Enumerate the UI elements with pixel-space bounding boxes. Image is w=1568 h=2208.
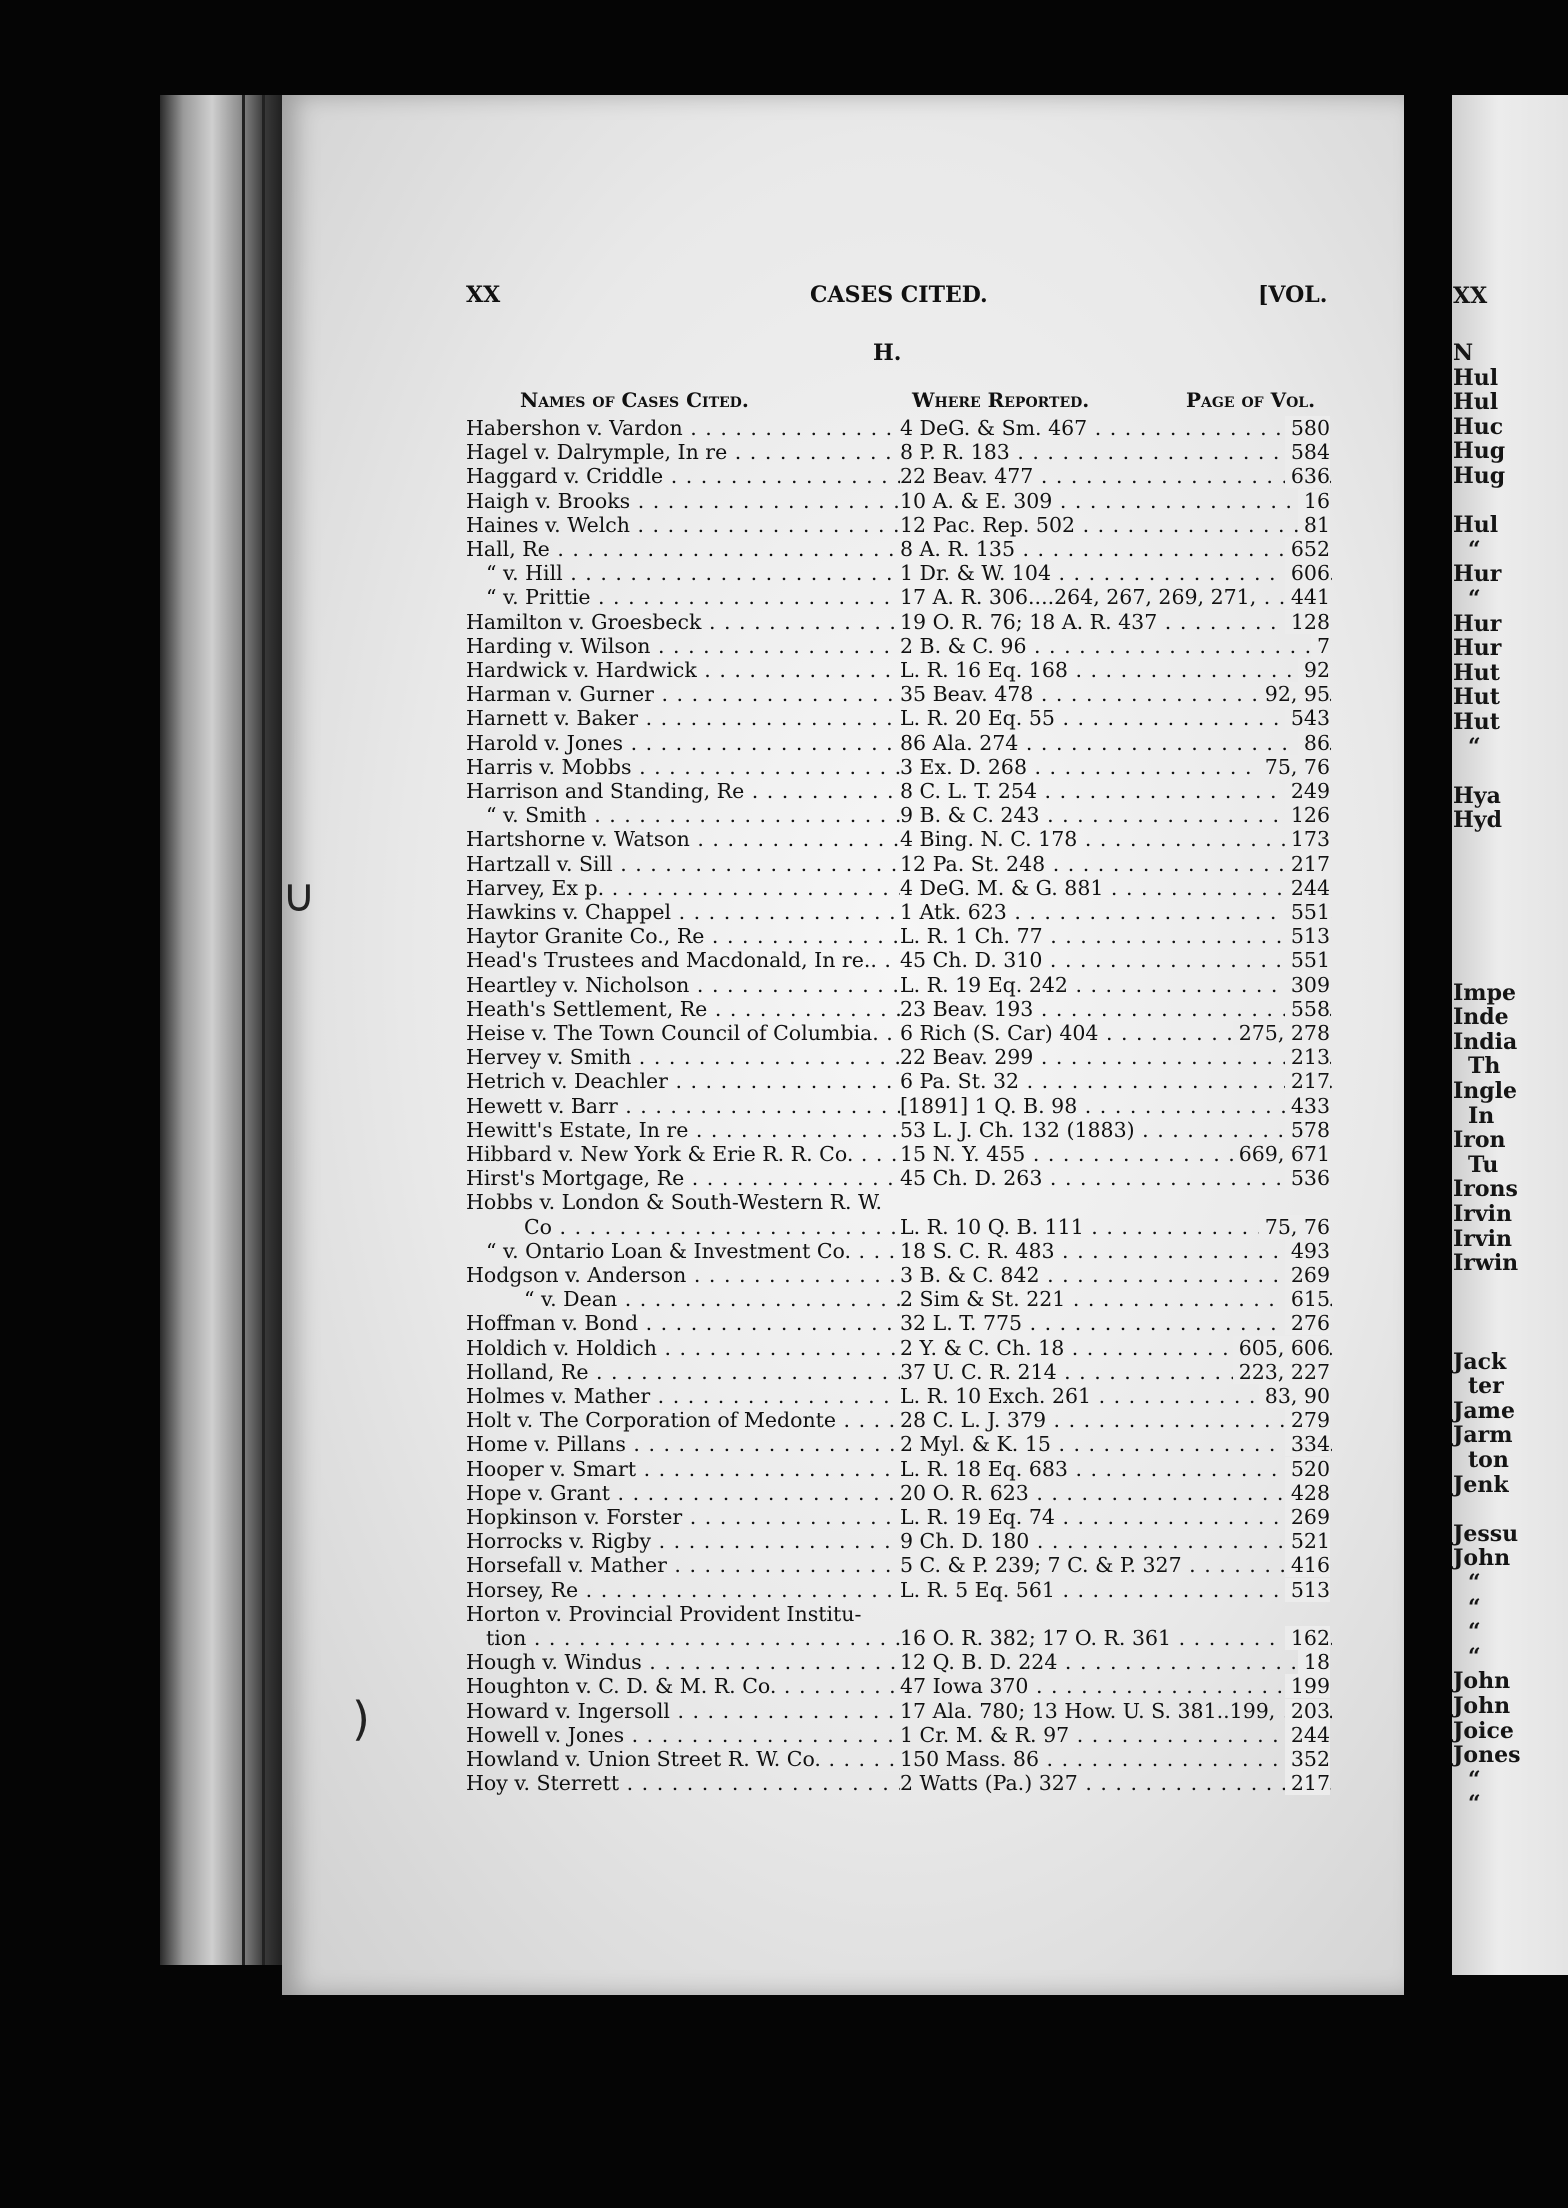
case-page: 223, 227 — [1233, 1360, 1330, 1384]
case-name: Hardwick v. Hardwick . . . — [466, 658, 900, 682]
case-name: Harrison and Standing, Re . . . — [466, 779, 900, 803]
case-entry — [466, 827, 1330, 851]
case-name: Hopkinson v. Forster . . . — [466, 1505, 900, 1529]
case-name: Houghton v. C. D. & M. R. Co. . . . — [466, 1674, 900, 1698]
case-name: Horsefall v. Mather . . . — [466, 1553, 900, 1577]
case-page: 18 — [1298, 1650, 1330, 1674]
case-page: 520 — [1285, 1457, 1330, 1481]
running-head: CASES CITED. — [810, 282, 988, 308]
case-page: 536 — [1285, 1166, 1330, 1190]
facing-page-fragment: Joice — [1453, 1717, 1514, 1744]
case-name: Hartzall v. Sill . . . — [466, 852, 900, 876]
facing-page-fragment: “ — [1468, 536, 1481, 563]
facing-page-fragment: Hut — [1453, 684, 1500, 711]
case-name: Holmes v. Mather . . . — [466, 1384, 900, 1408]
case-page: 543 — [1285, 706, 1330, 730]
case-entry — [466, 731, 1330, 755]
case-name: “ v. Hill . . . — [466, 561, 900, 585]
volume-label: [VOL. — [1258, 282, 1328, 308]
facing-page-fragment: “ — [1468, 733, 1481, 760]
page-number: XX — [466, 282, 501, 308]
case-citation: 35 Beav. 478 . . . — [900, 682, 1332, 706]
case-entry — [466, 1626, 1330, 1650]
case-page: 75, 76 — [1259, 755, 1330, 779]
case-entry — [466, 440, 1330, 464]
case-name: Hough v. Windus . . . — [466, 1650, 900, 1674]
case-name: Harold v. Jones . . . — [466, 731, 900, 755]
case-entry — [466, 1263, 1330, 1287]
case-citation: 8 C. L. T. 254 . . . — [900, 779, 1332, 803]
case-citation: 45 Ch. D. 310 . . . — [900, 948, 1332, 972]
case-entry — [466, 1432, 1330, 1456]
case-page: 217 — [1285, 1771, 1330, 1795]
book-binding — [160, 95, 290, 1965]
case-citation: 18 S. C. R. 483 . . . — [900, 1239, 1332, 1263]
case-citation: L. R. 19 Eq. 74 . . . — [900, 1505, 1332, 1529]
case-name: Hewitt's Estate, In re . . . — [466, 1118, 900, 1142]
case-entry — [466, 513, 1330, 537]
facing-page-fragment: “ — [1468, 586, 1481, 612]
case-page: 669, 671 — [1233, 1142, 1330, 1166]
facing-page-fragment: Huc — [1453, 413, 1504, 440]
facing-page-fragment: “ — [1468, 1594, 1481, 1621]
case-page: 428 — [1285, 1481, 1330, 1505]
case-entry — [466, 682, 1330, 706]
case-name: Horrocks v. Rigby . . . — [466, 1529, 900, 1553]
case-page: 162 — [1285, 1626, 1330, 1650]
case-entry — [466, 1069, 1330, 1093]
case-entry — [466, 803, 1330, 827]
case-entry — [466, 1021, 1330, 1045]
facing-page-fragment: ter — [1468, 1373, 1504, 1400]
case-name: Haytor Granite Co., Re . . . — [466, 924, 900, 948]
case-name: Harnett v. Baker . . . — [466, 706, 900, 730]
facing-page-fragment: “ — [1468, 1619, 1481, 1646]
case-entry — [466, 706, 1330, 730]
case-page: 433 — [1285, 1094, 1330, 1118]
case-entry — [466, 1287, 1330, 1311]
case-citation: 3 Ex. D. 268 . . . — [900, 755, 1332, 779]
facing-page-fragment: “ — [1468, 1643, 1481, 1670]
case-page: 605, 606 — [1233, 1336, 1330, 1360]
case-citation: 47 Iowa 370 . . . — [900, 1674, 1332, 1698]
case-entry — [466, 1190, 1330, 1214]
case-page: 203 — [1285, 1699, 1330, 1723]
facing-page-fragment: John — [1453, 1693, 1511, 1719]
case-page: 173 — [1285, 827, 1330, 851]
case-citation: 1 Cr. M. & R. 97 . . . — [900, 1723, 1332, 1747]
case-page: 128 — [1285, 610, 1330, 634]
case-page: 493 — [1285, 1239, 1330, 1263]
facing-page-fragment: John — [1453, 1668, 1511, 1695]
case-page: 217 — [1285, 852, 1330, 876]
case-page: 580 — [1285, 416, 1330, 440]
case-name: Head's Trustees and Macdonald, In re.. . . . — [466, 948, 900, 972]
case-name: Hetrich v. Deachler . . . — [466, 1069, 900, 1093]
facing-page-fragment: Irons — [1453, 1176, 1518, 1203]
case-citation: 15 N. Y. 455 . . . — [900, 1142, 1332, 1166]
case-citation: L. R. 18 Eq. 683 . . . — [900, 1457, 1332, 1481]
facing-page-fragment: XX — [1453, 283, 1488, 309]
case-citation: 4 DeG. & Sm. 467 . . . — [900, 416, 1332, 440]
case-page: 126 — [1285, 803, 1330, 827]
case-page: 275, 278 — [1233, 1021, 1330, 1045]
case-citation: 5 C. & P. 239; 7 C. & P. 327 . . . — [900, 1553, 1332, 1577]
case-page: 7 — [1311, 634, 1330, 658]
case-name: Hodgson v. Anderson . . . — [466, 1263, 900, 1287]
case-name: Harris v. Mobbs . . . — [466, 755, 900, 779]
case-page: 83, 90 — [1259, 1384, 1330, 1408]
case-name: Hoy v. Sterrett . . . — [466, 1771, 900, 1795]
case-page: 276 — [1285, 1311, 1330, 1335]
pencil-mark: ∪ — [282, 868, 316, 922]
case-entry — [466, 1553, 1330, 1577]
case-page: 81 — [1298, 513, 1330, 537]
case-entry — [466, 948, 1330, 972]
facing-page-fragment: Hul — [1453, 364, 1499, 391]
case-entry — [466, 924, 1330, 948]
case-entry — [466, 610, 1330, 634]
case-page: 652 — [1285, 537, 1330, 561]
facing-page-fragment: India — [1453, 1028, 1518, 1055]
case-citation: 86 Ala. 274 . . . — [900, 731, 1332, 755]
case-name: “ v. Dean . . . — [466, 1287, 900, 1311]
case-citation: 1 Atk. 623 . . . — [900, 900, 1332, 924]
case-page: 416 — [1285, 1553, 1330, 1577]
case-name: Hobbs v. London & South-Western R. W. — [466, 1190, 883, 1215]
case-entry — [466, 1650, 1330, 1674]
case-citation: 22 Beav. 299 . . . — [900, 1045, 1332, 1069]
case-entry — [466, 489, 1330, 513]
case-entry — [466, 464, 1330, 488]
case-citation: 53 L. J. Ch. 132 (1883) . . . — [900, 1118, 1332, 1142]
case-entry — [466, 1045, 1330, 1069]
case-citation: 1 Dr. & W. 104 . . . — [900, 561, 1332, 585]
facing-page-fragment: Irvin — [1453, 1201, 1513, 1227]
case-name: Heartley v. Nicholson . . . — [466, 973, 900, 997]
case-name: Harding v. Wilson . . . — [466, 634, 900, 658]
case-citation: 2 Watts (Pa.) 327 . . . — [900, 1771, 1332, 1795]
case-entry — [466, 1457, 1330, 1481]
case-name: Habershon v. Vardon . . . — [466, 416, 900, 440]
facing-page-fragment: Jarm — [1453, 1422, 1513, 1449]
facing-page-fragment: Hur — [1453, 561, 1502, 588]
facing-page-fragment: Hut — [1453, 709, 1500, 735]
case-page: 309 — [1285, 973, 1330, 997]
section-letter: H. — [873, 340, 902, 366]
facing-page-fragment: In — [1468, 1102, 1495, 1129]
case-citation: 12 Pac. Rep. 502 . . . — [900, 513, 1332, 537]
case-page: 279 — [1285, 1408, 1330, 1432]
binding-edge — [242, 95, 245, 1965]
case-page: 16 — [1298, 489, 1330, 513]
case-citation: L. R. 10 Exch. 261 . . . — [900, 1384, 1332, 1408]
facing-page-fragment: Inde — [1453, 1004, 1509, 1031]
case-name: Howard v. Ingersoll . . . — [466, 1699, 900, 1723]
case-page: 578 — [1285, 1118, 1330, 1142]
case-page: 615 — [1285, 1287, 1330, 1311]
case-page: 269 — [1285, 1263, 1330, 1287]
facing-page-fragment: Hul — [1453, 512, 1499, 539]
case-citation: L. R. 19 Eq. 242 . . . — [900, 973, 1332, 997]
case-citation: 17 Ala. 780; 13 How. U. S. 381..199, . . . — [900, 1699, 1332, 1723]
case-name: “ v. Prittie . . . — [466, 585, 900, 609]
case-entry — [466, 416, 1330, 440]
case-page: 92, 95 — [1259, 682, 1330, 706]
facing-page-fragment: Hur — [1453, 610, 1502, 637]
case-name: tion . . . — [466, 1626, 900, 1650]
case-page: 86 — [1298, 731, 1330, 755]
case-page: 217 — [1285, 1069, 1330, 1093]
case-page: 606 — [1285, 561, 1330, 585]
case-name: Hervey v. Smith . . . — [466, 1045, 900, 1069]
pencil-mark: ) — [352, 1692, 370, 1746]
case-entry — [466, 1094, 1330, 1118]
case-citation: 32 L. T. 775 . . . — [900, 1311, 1332, 1335]
case-name: Holland, Re . . . — [466, 1360, 900, 1384]
case-citation: L. R. 5 Eq. 561 . . . — [900, 1578, 1332, 1602]
case-name: Hewett v. Barr . . . — [466, 1094, 900, 1118]
facing-page-fragment: Hul — [1453, 389, 1499, 416]
case-entry — [466, 1118, 1330, 1142]
case-citation: 9 Ch. D. 180 . . . — [900, 1529, 1332, 1553]
case-entry — [466, 1505, 1330, 1529]
facing-page-fragment: Jack — [1453, 1348, 1507, 1375]
case-citation: 2 Sim & St. 221 . . . — [900, 1287, 1332, 1311]
case-name: Harvey, Ex p. . . . — [466, 876, 900, 900]
case-citation: 6 Rich (S. Car) 404 . . . — [900, 1021, 1332, 1045]
case-entry — [466, 1408, 1330, 1432]
case-entry — [466, 1166, 1330, 1190]
case-name: Holt v. The Corporation of Medonte . . . — [466, 1408, 900, 1432]
case-citation: 45 Ch. D. 263 . . . — [900, 1166, 1332, 1190]
case-entry — [466, 1142, 1330, 1166]
facing-page-fragment: ton — [1468, 1447, 1509, 1473]
case-entry — [466, 1384, 1330, 1408]
case-citation: 17 A. R. 306....264, 267, 269, 271, . . . — [900, 585, 1332, 609]
case-citation: 2 Myl. & K. 15 . . . — [900, 1432, 1332, 1456]
case-name: Hawkins v. Chappel . . . — [466, 900, 900, 924]
case-name: Haigh v. Brooks . . . — [466, 489, 900, 513]
case-entry — [466, 658, 1330, 682]
case-page: 513 — [1285, 924, 1330, 948]
case-entry — [466, 1239, 1330, 1263]
case-entry — [466, 755, 1330, 779]
case-entry — [466, 1674, 1330, 1698]
case-page: 92 — [1298, 658, 1330, 682]
case-citation: L. R. 10 Q. B. 111 . . . — [900, 1215, 1332, 1239]
case-page: 551 — [1285, 948, 1330, 972]
case-page: 199 — [1285, 1674, 1330, 1698]
case-entry — [466, 1529, 1330, 1553]
case-page: 521 — [1285, 1529, 1330, 1553]
case-name: Heise v. The Town Council of Columbia. . . . — [466, 1021, 900, 1045]
facing-page-fragment: Hur — [1453, 635, 1502, 662]
case-citation: 16 O. R. 382; 17 O. R. 361 . . . — [900, 1626, 1332, 1650]
case-name: “ v. Ontario Loan & Investment Co. . . . — [466, 1239, 900, 1263]
facing-page-fragment: “ — [1468, 1766, 1481, 1793]
case-name: Hibbard v. New York & Erie R. R. Co. . . . — [466, 1142, 900, 1166]
case-name: Hoffman v. Bond . . . — [466, 1311, 900, 1335]
case-citation: 3 B. & C. 842 . . . — [900, 1263, 1332, 1287]
case-entry — [466, 779, 1330, 803]
case-entry — [466, 1481, 1330, 1505]
case-entry — [466, 852, 1330, 876]
facing-page-fragment: John — [1453, 1545, 1511, 1572]
facing-page-fragment: Hug — [1453, 438, 1506, 465]
column-header-names: Names of Cases Cited. — [520, 388, 749, 412]
case-page: 636 — [1285, 464, 1330, 488]
case-citation: 2 Y. & C. Ch. 18 . . . — [900, 1336, 1332, 1360]
case-entry — [466, 1747, 1330, 1771]
case-citation: 20 O. R. 623 . . . — [900, 1481, 1332, 1505]
case-name: “ v. Smith . . . — [466, 803, 900, 827]
case-page: 334 — [1285, 1432, 1330, 1456]
facing-page-fragment: Ingle — [1453, 1078, 1518, 1104]
case-citation: L. R. 1 Ch. 77 . . . — [900, 924, 1332, 948]
case-entry — [466, 1336, 1330, 1360]
case-entry — [466, 537, 1330, 561]
case-citation: 10 A. & E. 309 . . . — [900, 489, 1332, 513]
case-name: Heath's Settlement, Re . . . — [466, 997, 900, 1021]
case-entry — [466, 561, 1330, 585]
facing-page-fragment: Impe — [1453, 979, 1516, 1006]
case-page: 244 — [1285, 1723, 1330, 1747]
case-citation: [1891] 1 Q. B. 98 . . . — [900, 1094, 1332, 1118]
case-name: Hamilton v. Groesbeck . . . — [466, 610, 900, 634]
case-name: Holdich v. Holdich . . . — [466, 1336, 900, 1360]
case-citation: 12 Pa. St. 248 . . . — [900, 852, 1332, 876]
facing-page-fragment: Irvin — [1453, 1225, 1513, 1252]
case-citation: 4 Bing. N. C. 178 . . . — [900, 827, 1332, 851]
case-name: Haines v. Welch . . . — [466, 513, 900, 537]
case-citation: 12 Q. B. D. 224 . . . — [900, 1650, 1332, 1674]
facing-page-fragment: Iron — [1453, 1127, 1506, 1154]
case-name: Horton v. Provincial Provident Institu- — [466, 1601, 862, 1626]
case-entry — [466, 997, 1330, 1021]
column-header-where: Where Reported. — [912, 388, 1090, 412]
case-entry — [466, 1360, 1330, 1384]
case-name: Horsey, Re . . . — [466, 1578, 900, 1602]
facing-page-fragment: Irwin — [1453, 1250, 1519, 1277]
case-entry — [466, 876, 1330, 900]
case-entry — [466, 1699, 1330, 1723]
case-name: Hirst's Mortgage, Re . . . — [466, 1166, 900, 1190]
facing-page-fragment: “ — [1468, 1791, 1481, 1818]
case-name: Hagel v. Dalrymple, In re . . . — [466, 440, 900, 464]
case-page: 558 — [1285, 997, 1330, 1021]
facing-page-fragment: “ — [1468, 1570, 1481, 1596]
case-citation: 2 B. & C. 96 . . . — [900, 634, 1332, 658]
case-name: Howell v. Jones . . . — [466, 1723, 900, 1747]
case-entry — [466, 900, 1330, 924]
case-page: 244 — [1285, 876, 1330, 900]
case-page: 584 — [1285, 440, 1330, 464]
case-page: 513 — [1285, 1578, 1330, 1602]
facing-page-fragment: Th — [1468, 1053, 1501, 1080]
case-entry — [466, 973, 1330, 997]
facing-page-fragment: Hug — [1453, 463, 1506, 489]
case-name: Howland v. Union Street R. W. Co. . . . — [466, 1747, 900, 1771]
case-citation: 6 Pa. St. 32 . . . — [900, 1069, 1332, 1093]
column-header-page: Page of Vol. — [1186, 388, 1316, 412]
facing-page-fragment: Jones — [1453, 1742, 1521, 1769]
case-entry — [466, 634, 1330, 658]
facing-page-fragment: Tu — [1468, 1151, 1499, 1178]
case-entry — [466, 1602, 1330, 1626]
facing-page-fragment: N — [1453, 340, 1474, 366]
case-citation: L. R. 16 Eq. 168 . . . — [900, 658, 1332, 682]
facing-page-fragment: Jame — [1453, 1397, 1515, 1424]
case-name: Home v. Pillans . . . — [466, 1432, 900, 1456]
facing-page-fragment: Jessu — [1453, 1520, 1519, 1547]
case-entry — [466, 1771, 1330, 1795]
case-name: Co . . . — [466, 1215, 900, 1239]
case-entry — [466, 1723, 1330, 1747]
case-citation: 23 Beav. 193 . . . — [900, 997, 1332, 1021]
case-entry — [466, 1215, 1330, 1239]
case-page: 269 — [1285, 1505, 1330, 1529]
case-citation: 22 Beav. 477 . . . — [900, 464, 1332, 488]
facing-page-fragment: Hyd — [1453, 807, 1502, 834]
case-citation: 150 Mass. 86 . . . — [900, 1747, 1332, 1771]
case-name: Hope v. Grant . . . — [466, 1481, 900, 1505]
case-citation: 28 C. L. J. 379 . . . — [900, 1408, 1332, 1432]
case-citation: L. R. 20 Eq. 55 . . . — [900, 706, 1332, 730]
case-citation: 19 O. R. 76; 18 A. R. 437 . . . — [900, 610, 1332, 634]
case-page: 551 — [1285, 900, 1330, 924]
case-name: Hartshorne v. Watson . . . — [466, 827, 900, 851]
case-page: 249 — [1285, 779, 1330, 803]
case-entry — [466, 1311, 1330, 1335]
facing-page-fragment: Hya — [1453, 782, 1501, 809]
binding-edge — [262, 95, 265, 1965]
case-citation: 8 P. R. 183 . . . — [900, 440, 1332, 464]
case-citation: 9 B. & C. 243 . . . — [900, 803, 1332, 827]
facing-page-fragment: Jenk — [1453, 1471, 1509, 1498]
case-entry — [466, 585, 1330, 609]
case-name: Hooper v. Smart . . . — [466, 1457, 900, 1481]
case-name: Hall, Re . . . — [466, 537, 900, 561]
case-page: 75, 76 — [1259, 1215, 1330, 1239]
case-citation: 8 A. R. 135 . . . — [900, 537, 1332, 561]
facing-page-edge — [1452, 95, 1568, 1975]
case-entry — [466, 1578, 1330, 1602]
case-name: Harman v. Gurner . . . — [466, 682, 900, 706]
case-citation: 37 U. C. R. 214 . . . — [900, 1360, 1332, 1384]
case-citation: 4 DeG. M. & G. 881 . . . — [900, 876, 1332, 900]
case-page: 352 — [1285, 1747, 1330, 1771]
case-name: Haggard v. Criddle . . . — [466, 464, 900, 488]
case-page: 213 — [1285, 1045, 1330, 1069]
case-page: 441 — [1285, 585, 1330, 609]
facing-page-fragment: Hut — [1453, 659, 1500, 686]
